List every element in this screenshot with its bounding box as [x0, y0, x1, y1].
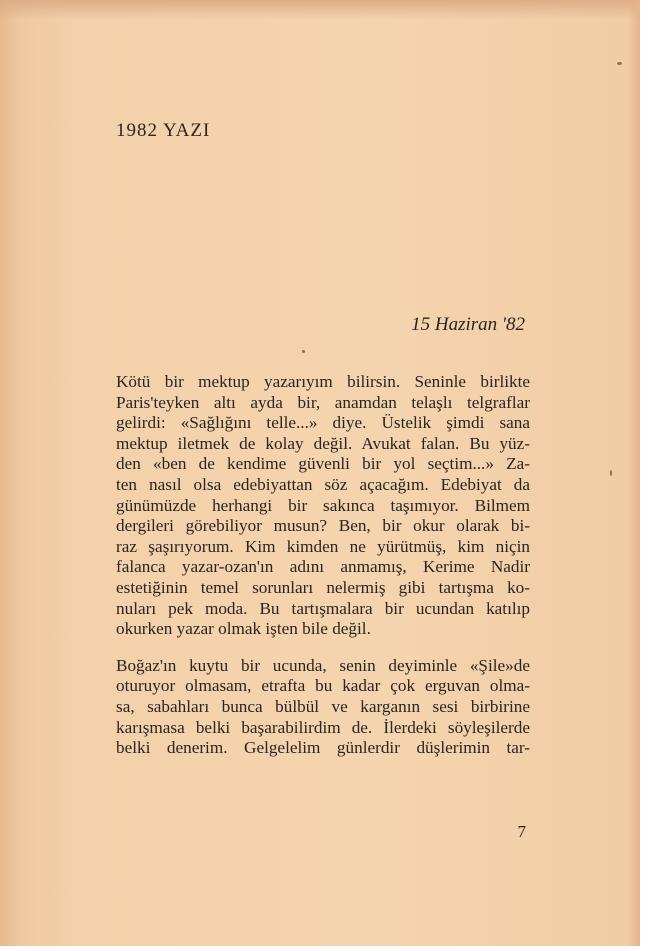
text-line: estetiğinin temel sorunları nelermiş gibi tartışma ko- — [116, 577, 530, 597]
text-line: raz şaşırıyorum. Kim kimden ne yürütmüş, kim niçin — [116, 536, 530, 556]
text-line: okurken yazar olmak işten bile değil. — [116, 619, 371, 639]
text-line: belki denerim. Gelgelelim günlerdir düşlerimin tar- — [116, 738, 530, 758]
text-line: dergileri görebiliyor musun? Ben, bir okur olarak bi- — [116, 516, 530, 536]
body-text — [116, 372, 530, 775]
page-number: 7 — [517, 822, 526, 841]
letter-date: 15 Haziran '82 — [411, 314, 525, 335]
text-line: Kötü bir mektup yazarıyım bilirsin. Seninle birlikte — [116, 372, 530, 391]
page-right-edge — [628, 0, 640, 946]
chapter-title: 1982 YAZI — [116, 120, 211, 141]
text-line: sa, sabahları bunca bülbül ve karganın sesi birbirine — [116, 696, 530, 716]
text-line: Boğaz'ın kuytu bir ucunda, senin deyiminle «Şile»de — [116, 655, 530, 675]
paper-speck — [610, 470, 612, 476]
text-line: mektup iletmek de kolay değil. Avukat falan. Bu yüz- — [116, 433, 530, 453]
paragraph-2 — [116, 656, 530, 759]
text-line: falanca yazar-ozan'ın adını anmamış, Kerime Nadir — [116, 557, 530, 577]
paper-speck — [617, 62, 622, 65]
paragraph-1 — [116, 372, 530, 640]
page-top-shadow — [0, 0, 640, 20]
text-line: karışmasa belki başarabilirdim de. İlerdeki söyleşilerde — [116, 717, 530, 737]
text-line: ten nasıl olsa edebiyattan söz açacağım. Edebiyat da — [116, 474, 530, 494]
paper-speck — [302, 350, 305, 353]
text-line: Paris'teyken altı ayda bir, anamdan telaşlı telgraflar — [116, 392, 530, 412]
text-line: nuları pek moda. Bu tartışmalara bir ucundan katılıp — [116, 598, 530, 618]
text-line: den «ben de kendime güvenli bir yol seçtim...» Za- — [116, 454, 530, 474]
text-line: oturuyor olmasam, etrafta bu kadar çok erguvan olma- — [116, 676, 530, 696]
text-line: günümüzde herhangi bir sakınca taşımıyor. Bilmem — [116, 495, 530, 515]
text-line: gelirdi: «Sağlığını telle...» diye. Üstelik şimdi sana — [116, 413, 530, 433]
